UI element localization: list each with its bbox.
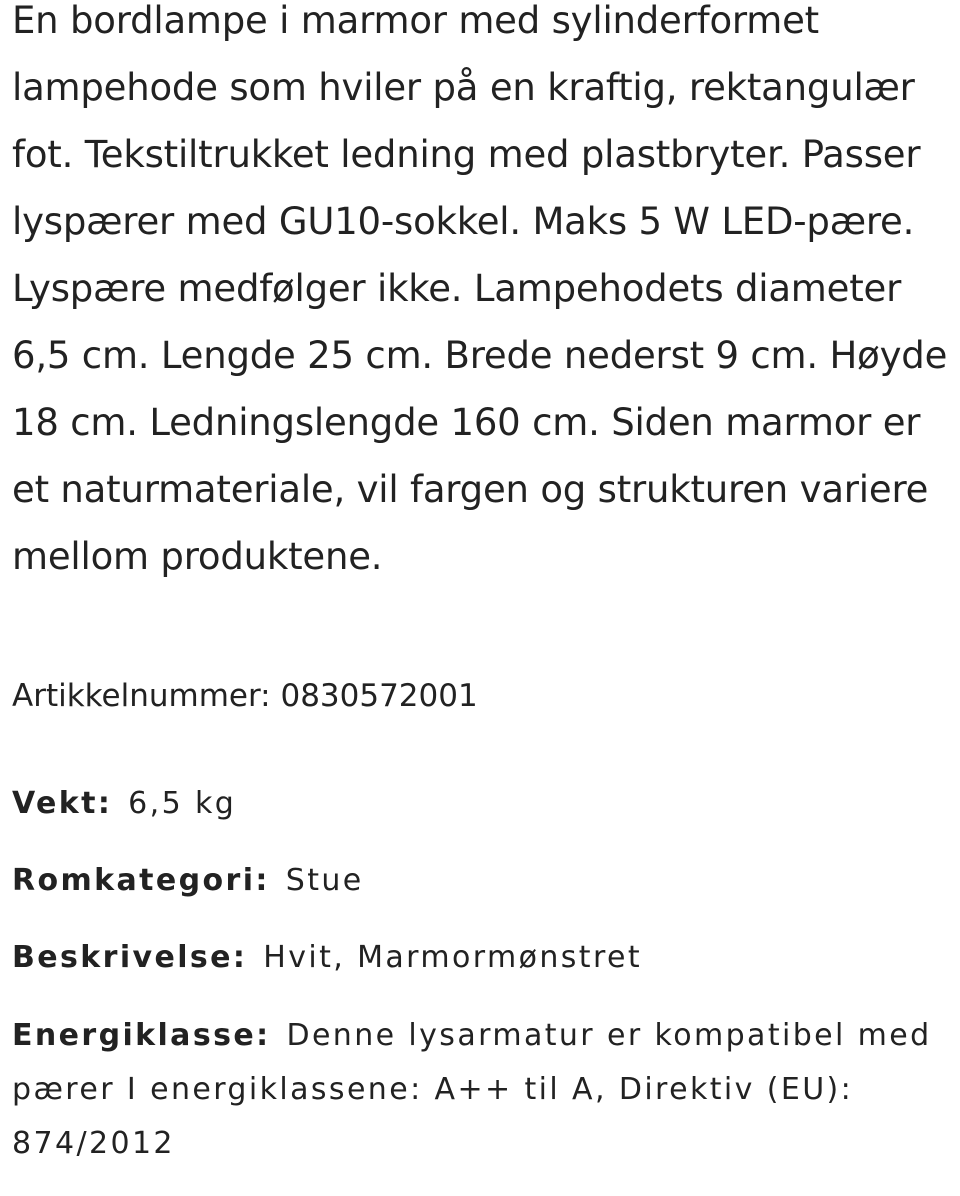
attribute-value: 6,5 kg: [128, 786, 237, 821]
attribute-weight: [12, 778, 950, 830]
attribute-value: Hvit, Marmormønstret: [263, 940, 643, 975]
attribute-description: [12, 932, 950, 984]
product-description: En bordlampe i marmor med sylinderformet lampehode som hviler på en kraftig, rektangulær fot. Tekstiltrukket ledning med plastbryter. Passer lyspærer med GU10-sokkel. Maks 5 W LED-pære. Lyspære medfølger ikke. Lampehodets diameter 6,5 cm. Lengde 25 cm. Brede nederst 9 cm. Høyde 18 cm. Ledningslengde 160 cm. Siden marmor er et naturmateriale, vil fargen og strukturen variere mellom produktene.: [12, 0, 948, 578]
attribute-energy-class: [12, 1009, 950, 1171]
attribute-value: Denne lysarmatur er kompatibel med pærer I energiklassene: A++ til A, Direktiv (EU): 874/2012: [12, 1018, 932, 1161]
attribute-label: Romkategori:: [12, 863, 270, 898]
attribute-room-category: [12, 855, 950, 907]
product-attributes-list: [12, 778, 950, 1196]
attribute-value: Stue: [285, 863, 364, 898]
attribute-label: Energiklasse:: [12, 1018, 271, 1053]
article-number: Artikkelnummer: 0830572001: [12, 678, 478, 714]
attribute-label: Vekt:: [12, 786, 113, 821]
attribute-label: Beskrivelse:: [12, 940, 248, 975]
